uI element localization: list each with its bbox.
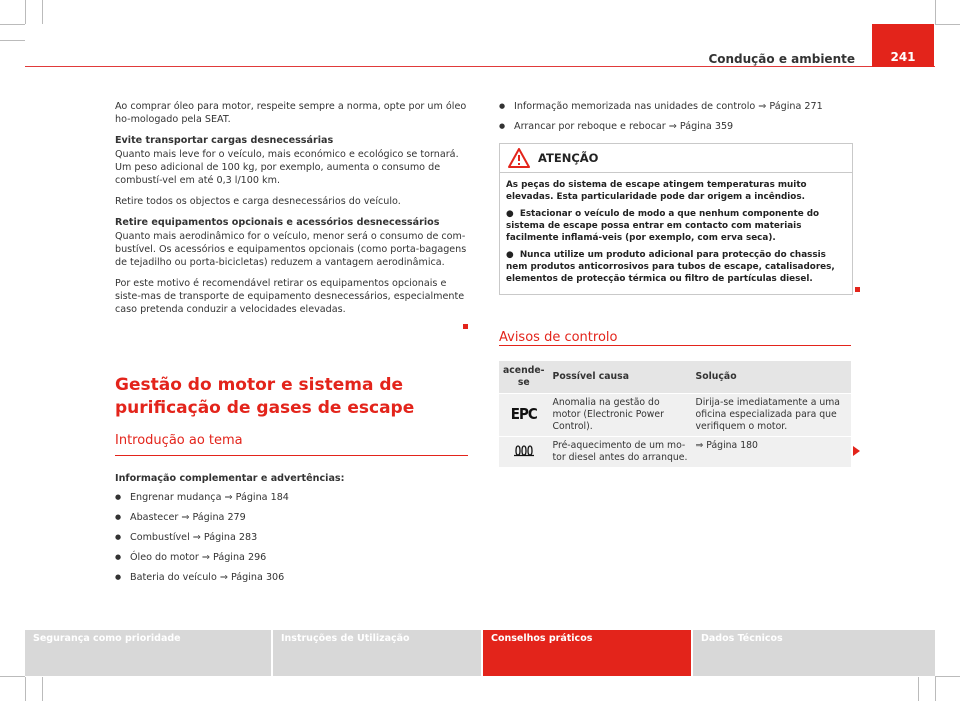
indicator-table: [499, 360, 851, 468]
warning-item: [506, 249, 846, 285]
intro-paragraph: Ao comprar óleo para motor, respeite sempre a norma, opte por um óleo ho-mologado pela SEAT.: [115, 101, 467, 125]
crop-mark: [25, 0, 26, 24]
footer-tab-safety[interactable]: Segurança como prioridade: [25, 630, 271, 676]
complementary-heading: Informação complementar e advertências:: [115, 473, 345, 484]
recommend-paragraph: Por este motivo é recomendável retirar os equipamentos opcionais e siste-mas de transporte de equipamento desnecessários, especialmente caso pretenda conduzir a velocidades elevadas.: [115, 278, 465, 315]
bullet-icon: ●: [506, 250, 520, 260]
equipment-paragraph: Quanto mais aerodinâmico for o veículo, menor será o consumo de com-bustível. Os acessórios e equipamentos opcionais (como porta-bagagens de tejadilho ou porta-bicicletas) reduzem a vantagem aerodinâmica.: [115, 231, 467, 268]
crop-mark: [0, 676, 25, 677]
solution-link[interactable]: ⇒ Página 180: [692, 437, 851, 467]
warning-item: [506, 208, 846, 244]
warning-header: [500, 144, 852, 173]
indicators-rule: [499, 345, 851, 346]
reference-link[interactable]: ● Arrancar por reboque e rebocar ⇒ Página 359: [499, 120, 855, 133]
section-end-marker: [463, 324, 468, 329]
header-rule: [25, 66, 935, 67]
glow-plug-icon: [513, 443, 535, 457]
left-column: [115, 100, 471, 324]
crop-mark: [42, 0, 43, 24]
warning-body: [500, 173, 852, 294]
warning-title: ATENÇÃO: [538, 151, 599, 165]
indicator-cell: [499, 437, 549, 467]
indicator-cell: [499, 394, 549, 436]
section-title: Introdução ao tema: [115, 433, 243, 448]
cause-cell: Anomalia na gestão do motor (Electronic Power Control).: [549, 394, 692, 436]
reference-link[interactable]: ● Abastecer ⇒ Página 279: [115, 511, 471, 524]
indicators-title: Avisos de controlo: [499, 330, 618, 345]
cargo-paragraph: Quanto mais leve for o veículo, mais económico e ecológico se tornará. Um peso adicional de 100 kg, por exemplo, aumenta o consumo de combustí-vel em até 0,3 l/100 km.: [115, 149, 459, 186]
crop-mark: [42, 677, 43, 701]
crop-mark: [935, 24, 960, 25]
table-header-row: [499, 361, 851, 393]
solution-cell: Dirija-se imediatamente a uma oficina especializada para que verifiquem o motor.: [692, 394, 851, 436]
warning-item-text: Nunca utilize um produto adicional para protecção do chassis nem produtos anticorrosivos para tubos de escape, catalisadores, elementos de protecção térmica ou filtro de partículas diesel.: [506, 250, 835, 284]
chapter-title: Gestão do motor e sistema de purificação de gases de escape: [115, 375, 415, 418]
crop-mark: [935, 676, 960, 677]
crop-mark: [935, 677, 936, 701]
warning-intro: As peças do sistema de escape atingem temperaturas muito elevadas. Esta particularidade pode dar origem a incêndios.: [506, 180, 807, 202]
page-number: 241: [872, 24, 934, 67]
column-header: Possível causa: [549, 361, 692, 393]
warning-box: [499, 143, 853, 295]
reference-link[interactable]: ● Combustível ⇒ Página 283: [115, 531, 471, 544]
warning-triangle-icon: [508, 148, 530, 168]
reference-link[interactable]: ● Bateria do veículo ⇒ Página 306: [115, 571, 471, 584]
cargo-heading: Evite transportar cargas desnecessárias: [115, 135, 334, 146]
section-end-marker: [855, 287, 860, 292]
reference-link[interactable]: ● Informação memorizada nas unidades de controlo ⇒ Página 271: [499, 100, 855, 113]
footer-tab-instructions[interactable]: Instruções de Utilização: [273, 630, 481, 676]
crop-mark: [918, 677, 919, 701]
table-row: [499, 437, 851, 467]
right-top-bullets: [499, 100, 855, 140]
crop-mark: [0, 24, 25, 25]
continue-arrow-icon: [853, 446, 860, 456]
complementary-info: [115, 472, 471, 591]
footer-tab-practical-tips[interactable]: Conselhos práticos: [483, 630, 691, 676]
table-row: [499, 394, 851, 436]
crop-mark: [0, 40, 25, 41]
chapter-header-title: Condução e ambiente: [708, 52, 855, 66]
crop-mark: [25, 677, 26, 701]
section-rule: [115, 455, 468, 456]
crop-mark: [935, 0, 936, 24]
column-header: acende-se: [499, 361, 549, 393]
bullet-icon: ●: [506, 209, 520, 219]
footer-tab-technical-data[interactable]: Dados Técnicos: [693, 630, 935, 676]
epc-icon: EPC: [510, 404, 537, 423]
remove-paragraph: Retire todos os objectos e carga desnecessários do veículo.: [115, 196, 401, 207]
warning-item-text: Estacionar o veículo de modo a que nenhum componente do sistema de escape possa entrar em contacto com materiais facilmente inflamá-veis (por exemplo, com erva seca).: [506, 209, 820, 243]
reference-link[interactable]: ● Óleo do motor ⇒ Página 296: [115, 551, 471, 564]
equipment-heading: Retire equipamentos opcionais e acessórios desnecessários: [115, 217, 440, 228]
reference-link[interactable]: ● Engrenar mudança ⇒ Página 184: [115, 491, 471, 504]
cause-cell: Pré-aquecimento de um mo-tor diesel antes do arranque.: [549, 437, 692, 467]
column-header: Solução: [692, 361, 851, 393]
